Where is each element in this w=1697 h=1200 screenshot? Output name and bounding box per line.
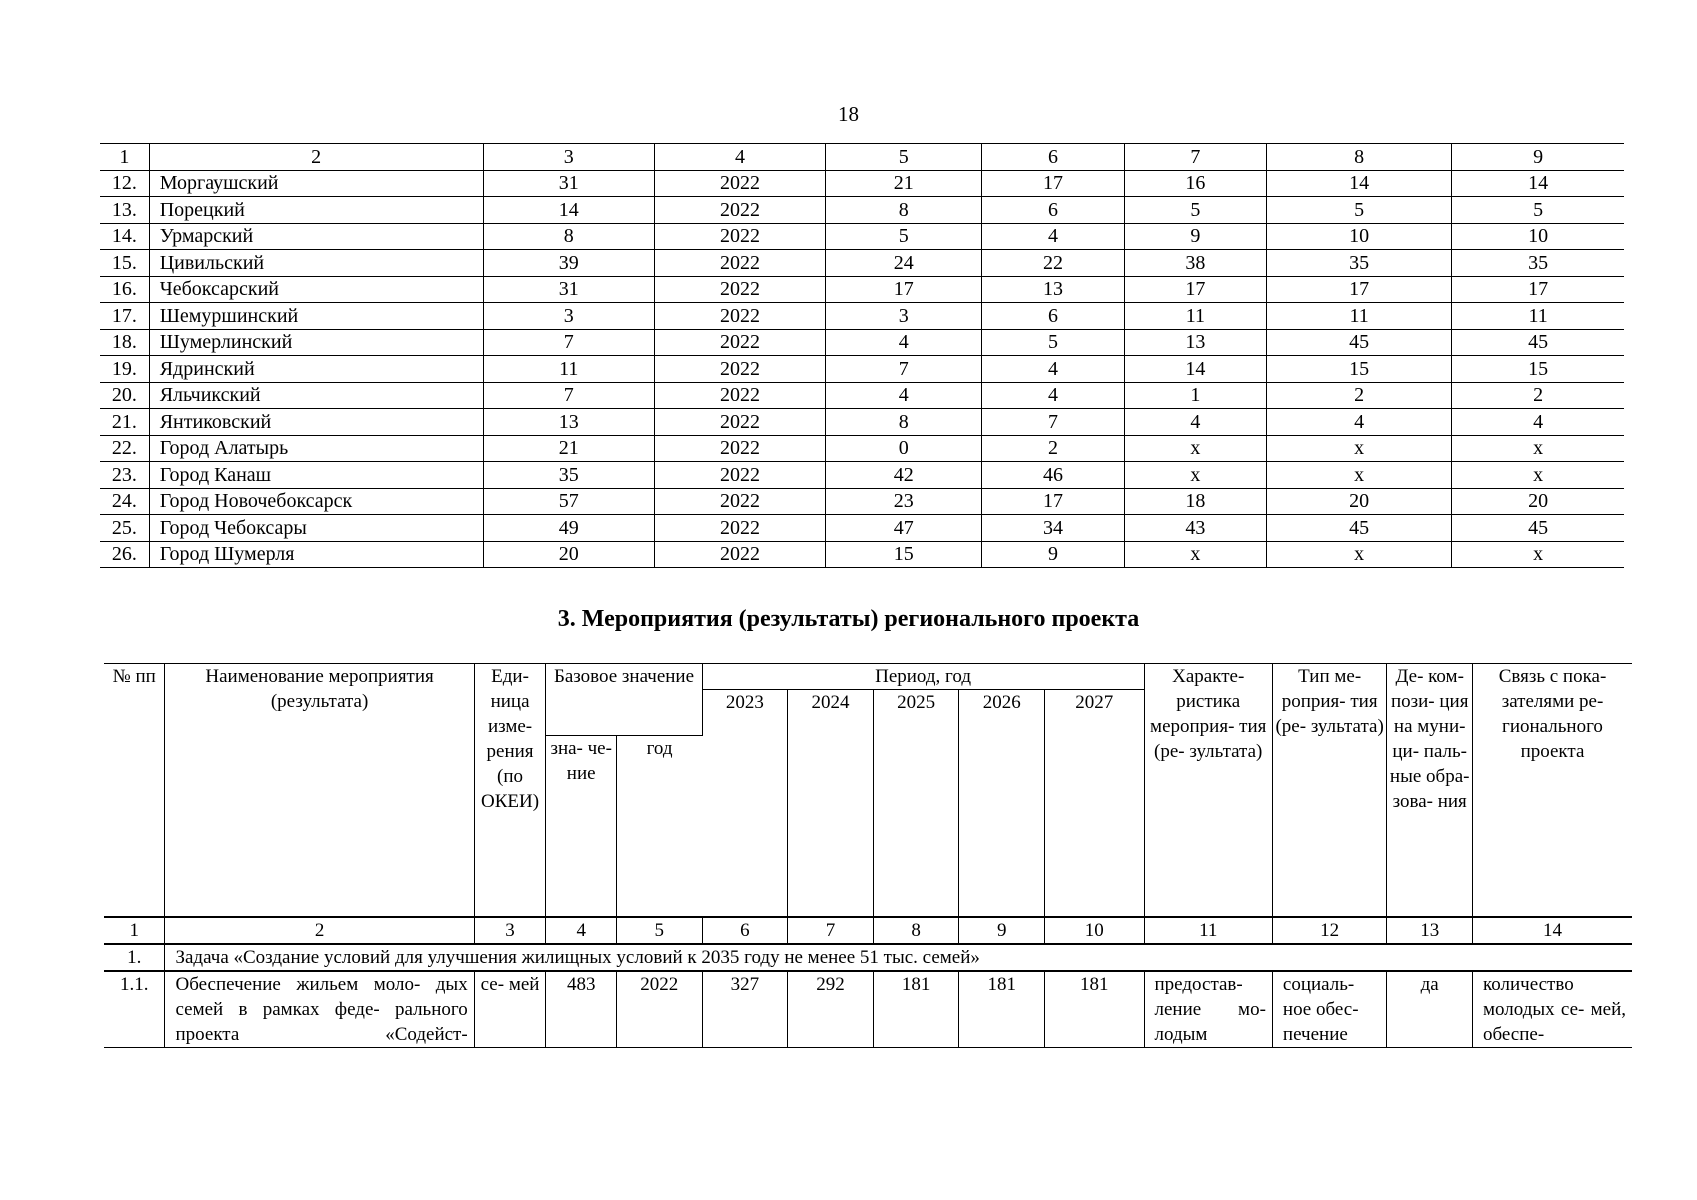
table-cell: 4 xyxy=(982,223,1124,250)
table-cell: х xyxy=(1124,462,1266,489)
table-cell: 7 xyxy=(982,409,1124,436)
table-cell: 11 xyxy=(483,356,654,383)
col-header-characteristic: Характе- ристика мероприя- тия (ре- зультата) xyxy=(1144,664,1272,918)
col-header-no: № пп xyxy=(104,664,165,918)
column-number: 2 xyxy=(165,917,474,944)
column-number: 7 xyxy=(788,917,874,944)
table-cell: 2022 xyxy=(654,409,825,436)
district-name: Порецкий xyxy=(149,197,483,224)
table-cell: 9 xyxy=(1124,223,1266,250)
activity-name: Обеспечение жильем моло- дых семей в рамках феде- рального проекта «Содейст- xyxy=(165,971,474,1048)
table-cell: 7 xyxy=(483,382,654,409)
col-header-link: Связь с пока- зателями ре- гионального проекта xyxy=(1472,664,1632,918)
table-cell: 9 xyxy=(982,541,1124,568)
table-cell: 2 xyxy=(1452,382,1624,409)
table-cell: 16 xyxy=(1124,170,1266,197)
table-cell: 4 xyxy=(826,382,982,409)
column-number: 6 xyxy=(702,917,788,944)
col-header-year-2023: 2023 xyxy=(702,690,788,918)
table-cell: 15 xyxy=(1452,356,1624,383)
table-cell: 39 xyxy=(483,250,654,277)
table-cell: 23. xyxy=(100,462,149,489)
table-cell: 45 xyxy=(1267,515,1452,542)
table-cell: 4 xyxy=(1452,409,1624,436)
column-number: 8 xyxy=(873,917,959,944)
table-row xyxy=(100,409,1624,436)
table-cell: 5 xyxy=(982,329,1124,356)
table-cell: 45 xyxy=(1452,329,1624,356)
table-row xyxy=(100,462,1624,489)
table-cell: 2022 xyxy=(654,488,825,515)
table-cell: 14. xyxy=(100,223,149,250)
col-header-type: Тип ме- роприя- тия (ре- зультата) xyxy=(1272,664,1386,918)
column-number: 5 xyxy=(617,917,703,944)
activity-value-2027: 181 xyxy=(1044,971,1144,1048)
table-cell: 8 xyxy=(483,223,654,250)
table-cell: 21 xyxy=(483,435,654,462)
table-cell: 21 xyxy=(826,170,982,197)
table-cell: 15. xyxy=(100,250,149,277)
table-cell: 2022 xyxy=(654,303,825,330)
table-cell: 2022 xyxy=(654,541,825,568)
table-cell: 17 xyxy=(982,488,1124,515)
table-cell: 0 xyxy=(826,435,982,462)
table-cell: 17 xyxy=(1452,276,1624,303)
table-cell: 2022 xyxy=(654,276,825,303)
column-number: 5 xyxy=(826,144,982,171)
column-numbers-row xyxy=(104,917,1632,944)
column-number: 11 xyxy=(1144,917,1272,944)
table-cell: 10 xyxy=(1267,223,1452,250)
table-cell: 7 xyxy=(826,356,982,383)
district-name: Моргаушский xyxy=(149,170,483,197)
table-header-row xyxy=(100,144,1624,171)
table-cell: 10 xyxy=(1452,223,1624,250)
table-cell: 15 xyxy=(826,541,982,568)
table-row xyxy=(100,303,1624,330)
activity-decomposition: да xyxy=(1387,971,1473,1048)
district-name: Город Новочебоксарск xyxy=(149,488,483,515)
table-cell: 11 xyxy=(1452,303,1624,330)
table-cell: 2022 xyxy=(654,250,825,277)
table-cell: 2 xyxy=(982,435,1124,462)
column-number: 9 xyxy=(959,917,1045,944)
table-cell: 34 xyxy=(982,515,1124,542)
column-number: 3 xyxy=(483,144,654,171)
table-cell: 20 xyxy=(1267,488,1452,515)
column-number: 6 xyxy=(982,144,1124,171)
section-title: 3. Мероприятия (результаты) регионального проекта xyxy=(557,606,1140,632)
task-text: Задача «Создание условий для улучшения жилищных условий к 2035 году не менее 51 тыс. семей» xyxy=(165,944,1632,971)
activity-characteristic: предостав- ление мо- лодым xyxy=(1144,971,1272,1048)
table-cell: 20 xyxy=(483,541,654,568)
table-row xyxy=(100,170,1624,197)
table-cell: х xyxy=(1267,462,1452,489)
activity-type: социаль- ное обес- печение xyxy=(1272,971,1386,1048)
table-cell: 5 xyxy=(1452,197,1624,224)
table-cell: 49 xyxy=(483,515,654,542)
table-cell: 6 xyxy=(982,303,1124,330)
district-name: Яльчикский xyxy=(149,382,483,409)
table-cell: 17 xyxy=(1267,276,1452,303)
table-row xyxy=(100,329,1624,356)
table-cell: 6 xyxy=(982,197,1124,224)
district-name: Город Шумерля xyxy=(149,541,483,568)
table-cell: 4 xyxy=(982,382,1124,409)
col-header-name: Наименование мероприятия (результата) xyxy=(165,664,474,918)
table-cell: х xyxy=(1267,435,1452,462)
table-row xyxy=(100,515,1624,542)
table-row xyxy=(100,488,1624,515)
district-name: Шемуршинский xyxy=(149,303,483,330)
table-cell: 11 xyxy=(1124,303,1266,330)
districts-table xyxy=(100,143,1624,568)
table-cell: 19. xyxy=(100,356,149,383)
table-cell: 5 xyxy=(1124,197,1266,224)
activity-value-2024: 292 xyxy=(788,971,874,1048)
table-row xyxy=(100,356,1624,383)
table-cell: 12. xyxy=(100,170,149,197)
column-number: 14 xyxy=(1472,917,1632,944)
column-number: 9 xyxy=(1452,144,1624,171)
table-cell: х xyxy=(1452,435,1624,462)
table-cell: 13 xyxy=(982,276,1124,303)
table-cell: 2022 xyxy=(654,329,825,356)
district-name: Шумерлинский xyxy=(149,329,483,356)
col-header-unit: Еди- ница изме- рения (по ОКЕИ) xyxy=(474,664,546,918)
table-cell: 3 xyxy=(826,303,982,330)
col-header-decomposition: Де- ком- пози- ция на муни- ци- паль- ные обра- зова- ния xyxy=(1387,664,1473,918)
district-name: Город Канаш xyxy=(149,462,483,489)
table-cell: 5 xyxy=(1267,197,1452,224)
district-name: Урмарский xyxy=(149,223,483,250)
activity-unit: се- мей xyxy=(474,971,546,1048)
activity-value-2025: 181 xyxy=(873,971,959,1048)
table-cell: 20 xyxy=(1452,488,1624,515)
col-header-base-value: зна- че- ние xyxy=(546,736,617,918)
column-number: 1 xyxy=(100,144,149,171)
activity-number: 1.1. xyxy=(104,971,165,1048)
table-cell: х xyxy=(1267,541,1452,568)
table-cell: 38 xyxy=(1124,250,1266,277)
column-number: 4 xyxy=(546,917,617,944)
header-row-1 xyxy=(104,664,1632,690)
table-cell: 15 xyxy=(1267,356,1452,383)
table-cell: 4 xyxy=(1124,409,1266,436)
activity-link: количество молодых се- мей, обеспе- xyxy=(1472,971,1632,1048)
col-header-year-2025: 2025 xyxy=(873,690,959,918)
table-cell: 17 xyxy=(826,276,982,303)
table-cell: 45 xyxy=(1267,329,1452,356)
district-name: Город Алатырь xyxy=(149,435,483,462)
table-cell: 2022 xyxy=(654,197,825,224)
table-cell: 2022 xyxy=(654,462,825,489)
activity-value-2023: 327 xyxy=(702,971,788,1048)
table-cell: 7 xyxy=(483,329,654,356)
table-cell: 23 xyxy=(826,488,982,515)
table-cell: 14 xyxy=(1452,170,1624,197)
table-cell: х xyxy=(1124,541,1266,568)
table-cell: 14 xyxy=(1267,170,1452,197)
table-cell: 17. xyxy=(100,303,149,330)
table-cell: 13. xyxy=(100,197,149,224)
page-number: 18 xyxy=(838,102,859,126)
table-cell: х xyxy=(1452,541,1624,568)
table-cell: 22 xyxy=(982,250,1124,277)
column-number: 13 xyxy=(1387,917,1473,944)
table-cell: х xyxy=(1124,435,1266,462)
col-header-period: Период, год xyxy=(702,664,1144,690)
col-header-base-year: год xyxy=(617,736,703,918)
table-cell: 20. xyxy=(100,382,149,409)
table-cell: 24 xyxy=(826,250,982,277)
table-cell: 14 xyxy=(1124,356,1266,383)
district-name: Янтиковский xyxy=(149,409,483,436)
task-number: 1. xyxy=(104,944,165,971)
table-cell: 2022 xyxy=(654,170,825,197)
table-cell: 2022 xyxy=(654,223,825,250)
table-cell: 35 xyxy=(483,462,654,489)
table-cell: 11 xyxy=(1267,303,1452,330)
table-cell: 16. xyxy=(100,276,149,303)
col-header-year-2024: 2024 xyxy=(788,690,874,918)
col-header-year-2026: 2026 xyxy=(959,690,1045,918)
column-number: 1 xyxy=(104,917,165,944)
table-cell: 4 xyxy=(826,329,982,356)
table-cell: 43 xyxy=(1124,515,1266,542)
table-cell: 42 xyxy=(826,462,982,489)
table-cell: 4 xyxy=(982,356,1124,383)
table-row xyxy=(100,435,1624,462)
table-row xyxy=(100,382,1624,409)
column-number: 4 xyxy=(654,144,825,171)
table-cell: 35 xyxy=(1452,250,1624,277)
table-cell: 46 xyxy=(982,462,1124,489)
table-cell: 2022 xyxy=(654,356,825,383)
district-name: Ядринский xyxy=(149,356,483,383)
column-number: 12 xyxy=(1272,917,1386,944)
table-cell: 13 xyxy=(483,409,654,436)
column-number: 2 xyxy=(149,144,483,171)
table-row xyxy=(100,276,1624,303)
table-cell: 2022 xyxy=(654,515,825,542)
table-cell: 26. xyxy=(100,541,149,568)
table-cell: 8 xyxy=(826,197,982,224)
activities-table xyxy=(104,663,1632,1048)
table-cell: х xyxy=(1452,462,1624,489)
column-number: 3 xyxy=(474,917,546,944)
table-cell: 3 xyxy=(483,303,654,330)
table-cell: 18. xyxy=(100,329,149,356)
table-cell: 5 xyxy=(826,223,982,250)
activity-base-value: 483 xyxy=(546,971,617,1048)
col-header-base: Базовое значение xyxy=(546,664,702,736)
column-number: 7 xyxy=(1124,144,1266,171)
table-cell: 14 xyxy=(483,197,654,224)
task-row xyxy=(104,944,1632,971)
table-cell: 31 xyxy=(483,276,654,303)
district-name: Чебоксарский xyxy=(149,276,483,303)
table-cell: 25. xyxy=(100,515,149,542)
table-cell: 18 xyxy=(1124,488,1266,515)
table-cell: 35 xyxy=(1267,250,1452,277)
district-name: Цивильский xyxy=(149,250,483,277)
table-cell: 2022 xyxy=(654,382,825,409)
table-cell: 57 xyxy=(483,488,654,515)
table-cell: 2022 xyxy=(654,435,825,462)
table-row xyxy=(100,250,1624,277)
column-number: 10 xyxy=(1044,917,1144,944)
table-cell: 4 xyxy=(1267,409,1452,436)
table-cell: 45 xyxy=(1452,515,1624,542)
table-cell: 22. xyxy=(100,435,149,462)
table-row xyxy=(100,223,1624,250)
table-cell: 17 xyxy=(1124,276,1266,303)
table-row xyxy=(100,197,1624,224)
activity-value-2026: 181 xyxy=(959,971,1045,1048)
table-cell: 2 xyxy=(1267,382,1452,409)
table-cell: 24. xyxy=(100,488,149,515)
table-cell: 17 xyxy=(982,170,1124,197)
activity-base-year: 2022 xyxy=(617,971,703,1048)
table-cell: 31 xyxy=(483,170,654,197)
table-row xyxy=(100,541,1624,568)
table-cell: 8 xyxy=(826,409,982,436)
district-name: Город Чебоксары xyxy=(149,515,483,542)
table-cell: 47 xyxy=(826,515,982,542)
col-header-year-2027: 2027 xyxy=(1044,690,1144,918)
table-cell: 13 xyxy=(1124,329,1266,356)
column-number: 8 xyxy=(1267,144,1452,171)
activity-row xyxy=(104,971,1632,1048)
table-cell: 21. xyxy=(100,409,149,436)
table-cell: 1 xyxy=(1124,382,1266,409)
